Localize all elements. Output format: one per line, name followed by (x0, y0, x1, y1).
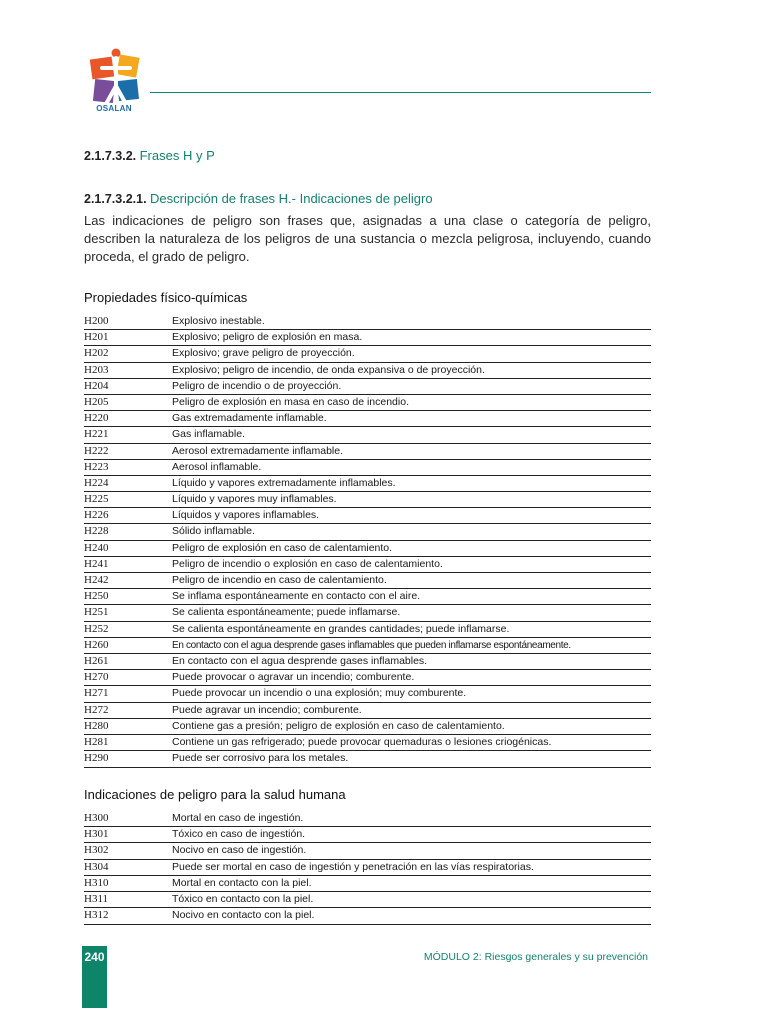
hazard-code: H302 (84, 844, 109, 857)
table-row (84, 908, 651, 924)
table-row (84, 411, 651, 427)
footer-module-title: MÓDULO 2: Riesgos generales y su prevención (423, 951, 648, 963)
hazard-description: En contacto con el agua desprende gases inflamables. (172, 654, 428, 667)
table-row (84, 703, 651, 719)
hazard-description: Peligro de incendio en caso de calentamiento. (172, 574, 387, 586)
table-row (84, 427, 651, 443)
table-row (84, 476, 651, 492)
hazard-code: H290 (84, 752, 109, 765)
hazard-code: H220 (84, 412, 109, 425)
hazard-description: Contiene un gas refrigerado; puede provocar quemaduras o lesiones criogénicas. (172, 735, 552, 748)
hazard-code: H300 (84, 812, 109, 824)
hazard-code: H312 (84, 909, 109, 922)
hazard-description: Tóxico en caso de ingestión. (172, 828, 306, 841)
hazard-code: H252 (84, 622, 109, 635)
table-row (84, 892, 651, 908)
hazard-code: H241 (84, 557, 109, 570)
hazard-description: Líquidos y vapores inflamables. (172, 509, 320, 522)
hazard-code: H260 (84, 638, 109, 651)
hazard-code: H251 (84, 606, 109, 619)
table-row (84, 670, 651, 686)
table-row (84, 719, 651, 735)
hazard-description: Nocivo en caso de ingestión. (172, 844, 307, 857)
hazard-description: Puede provocar un incendio o una explosión; muy comburente. (172, 687, 467, 700)
hazard-description: Gas inflamable. (172, 428, 245, 441)
table-row (84, 314, 651, 330)
table-row (84, 860, 651, 876)
hazard-code: H280 (84, 719, 109, 732)
hazard-code: H223 (84, 460, 109, 473)
section-number: 2.1.7.3.2. (84, 149, 137, 163)
table-row (84, 827, 651, 843)
hazard-description: Peligro de explosión en caso de calentamiento. (172, 541, 393, 554)
table-row (84, 638, 651, 654)
hazard-description: En contacto con el agua desprende gases inflamables que pueden inflamarse espontáneamente. (172, 639, 571, 651)
hazard-description: Nocivo en contacto con la piel. (172, 909, 315, 922)
hazard-table-physicochemical (84, 314, 651, 768)
hazard-description: Líquido y vapores muy inflamables. (172, 493, 337, 506)
hazard-code: H301 (84, 828, 109, 841)
hazard-code: H240 (84, 541, 109, 554)
hazard-code: H242 (84, 574, 109, 586)
hazard-code: H204 (84, 379, 109, 392)
hazard-code: H311 (84, 892, 109, 905)
hazard-code: H304 (84, 860, 109, 873)
hazard-description: Aerosol extremadamente inflamable. (172, 444, 344, 457)
hazard-table-health (84, 811, 651, 925)
table-row (84, 379, 651, 395)
hazard-description: Puede provocar o agravar un incendio; comburente. (172, 671, 415, 684)
table-row (84, 557, 651, 573)
hazard-description: Explosivo; peligro de explosión en masa. (172, 331, 363, 344)
hazard-code: H272 (84, 703, 109, 716)
hazard-description: Explosivo; grave peligro de proyección. (172, 347, 355, 360)
group-title-physicochemical: Propiedades físico-químicas (84, 290, 248, 305)
table-row (84, 573, 651, 589)
hazard-description: Explosivo inestable. (172, 315, 265, 327)
table-row (84, 654, 651, 670)
hazard-code: H281 (84, 735, 109, 748)
hazard-code: H270 (84, 671, 109, 684)
table-row (84, 524, 651, 540)
hazard-code: H202 (84, 347, 109, 360)
table-row (84, 346, 651, 362)
hazard-code: H205 (84, 395, 109, 408)
hazard-description: Puede ser mortal en caso de ingestión y penetración en las vías respiratorias. (172, 860, 534, 873)
hazard-code: H203 (84, 363, 109, 376)
table-row (84, 751, 651, 767)
table-row (84, 395, 651, 411)
intro-paragraph: Las indicaciones de peligro son frases que, asignadas a una clase o categoría de peligro, describen la naturaleza de los peligros de una sustancia o mezcla peligrosa, incluyendo, cuando proceda, el grado de peligro. (84, 213, 651, 264)
subsection-heading (84, 191, 433, 206)
hazard-description: Se inflama espontáneamente en contacto con el aire. (172, 590, 421, 603)
hazard-description: Se calienta espontáneamente en grandes cantidades; puede inflamarse. (172, 622, 510, 635)
table-row (84, 605, 651, 621)
section-title: Frases H y P (139, 148, 215, 163)
hazard-description: Puede agravar un incendio; comburente. (172, 703, 362, 716)
table-row (84, 460, 651, 476)
table-row (84, 541, 651, 557)
table-row (84, 843, 651, 859)
hazard-code: H250 (84, 590, 109, 603)
subsection-number: 2.1.7.3.2.1. (84, 192, 147, 206)
table-row (84, 735, 651, 751)
hazard-description: Sólido inflamable. (172, 525, 255, 538)
subsection-title: Descripción de frases H.- Indicaciones de peligro (150, 191, 433, 206)
table-row (84, 444, 651, 460)
hazard-code: H261 (84, 654, 109, 667)
page-number: 240 (84, 950, 105, 964)
table-row (84, 492, 651, 508)
hazard-description: Gas extremadamente inflamable. (172, 412, 327, 425)
header-rule (150, 92, 651, 93)
hazard-code: H221 (84, 428, 109, 441)
hazard-description: Tóxico en contacto con la piel. (172, 892, 314, 905)
table-row (84, 508, 651, 524)
hazard-description: Peligro de explosión en masa en caso de incendio. (172, 395, 409, 408)
table-row (84, 622, 651, 638)
hazard-description: Explosivo; peligro de incendio, de onda expansiva o de proyección. (172, 363, 485, 376)
table-row (84, 876, 651, 892)
group-title-health: Indicaciones de peligro para la salud humana (84, 787, 346, 802)
hazard-description: Mortal en contacto con la piel. (172, 876, 312, 889)
hazard-code: H271 (84, 687, 109, 700)
hazard-code: H224 (84, 476, 109, 489)
hazard-description: Aerosol inflamable. (172, 460, 262, 473)
table-row (84, 363, 651, 379)
table-row (84, 686, 651, 702)
logo-text: OSALAN (96, 104, 132, 113)
hazard-code: H228 (84, 525, 109, 538)
hazard-description: Líquido y vapores extremadamente inflamables. (172, 476, 396, 489)
table-row (84, 589, 651, 605)
hazard-code: H310 (84, 876, 109, 889)
table-row (84, 811, 651, 827)
hazard-description: Mortal en caso de ingestión. (172, 812, 304, 824)
hazard-description: Peligro de incendio o de proyección. (172, 379, 342, 392)
hazard-description: Puede ser corrosivo para los metales. (172, 752, 349, 765)
hazard-code: H225 (84, 493, 109, 506)
hazard-code: H222 (84, 444, 109, 457)
hazard-code: H201 (84, 331, 109, 344)
hazard-description: Contiene gas a presión; peligro de explosión en caso de calentamiento. (172, 719, 505, 732)
hazard-code: H226 (84, 509, 109, 522)
table-row (84, 330, 651, 346)
hazard-description: Peligro de incendio o explosión en caso de calentamiento. (172, 557, 443, 570)
hazard-description: Se calienta espontáneamente; puede inflamarse. (172, 606, 401, 619)
hazard-code: H200 (84, 315, 109, 327)
section-heading (84, 148, 215, 163)
